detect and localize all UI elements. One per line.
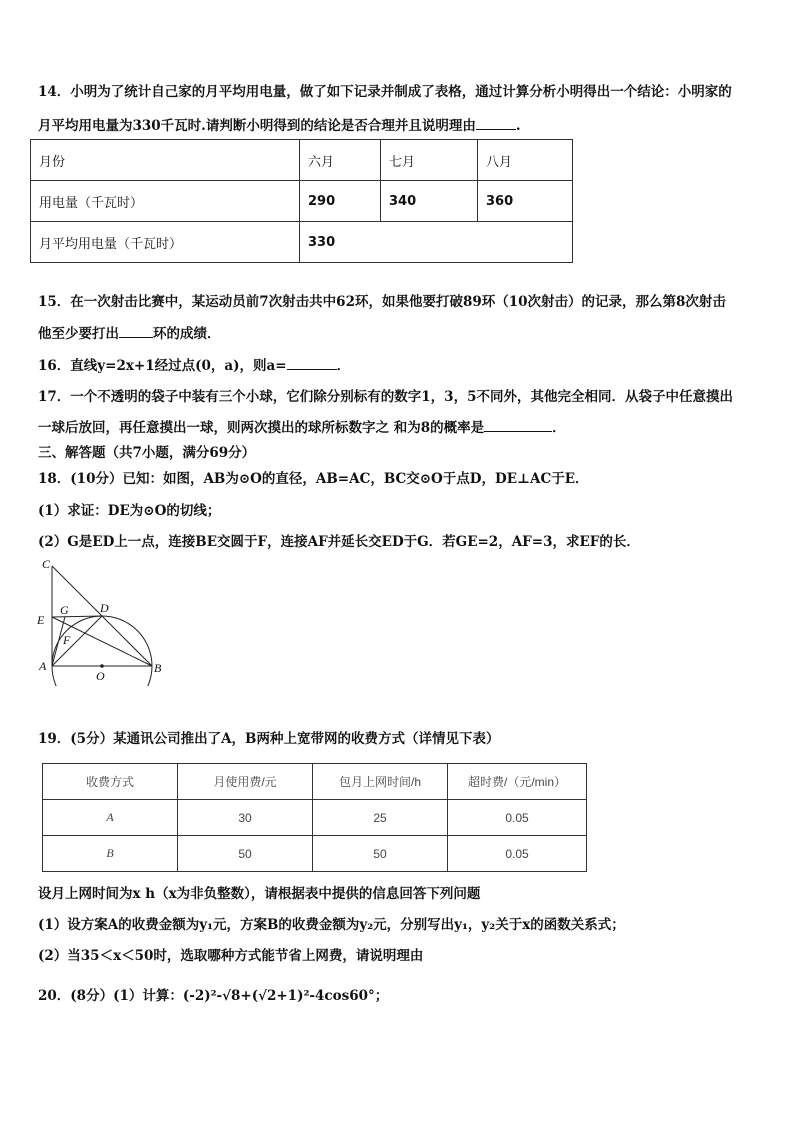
q16-text: 16．直线y=2x+1经过点(0，a)，则a= <box>38 358 287 374</box>
q14-line2 <box>38 115 521 136</box>
table-cell: 25 <box>313 800 448 836</box>
q14-line2-end: . <box>515 118 521 134</box>
table-cell: 50 <box>178 836 313 872</box>
table-header-cell: 收费方式 <box>43 764 178 800</box>
label-a: A <box>39 659 47 673</box>
q19-line2: 设月上网时间为x h（x为非负整数），请根据表中提供的信息回答下列问题 <box>38 886 481 902</box>
table-row <box>43 764 587 800</box>
q18-line1: 18．(10分）已知：如图，AB为⊙O的直径，AB=AC，BC交⊙O于点D，DE⊥AC于E． <box>38 471 589 487</box>
label-f: F <box>63 633 71 647</box>
label-e: E <box>37 613 45 627</box>
table-cell: 360 <box>478 181 573 222</box>
table-cell: 月平均用电量（千瓦时） <box>31 222 300 263</box>
table-cell: 50 <box>313 836 448 872</box>
q20-line1: 20．(8分）(1）计算：(-2)²-√8+(√2+1)²-4cos60°； <box>38 988 389 1004</box>
table-cell: 月份 <box>31 140 300 181</box>
answer-blank <box>484 417 552 432</box>
table-cell: 八月 <box>478 140 573 181</box>
q16-end: ． <box>336 358 351 374</box>
table-row <box>43 836 587 872</box>
label-c: C <box>42 557 51 571</box>
q15-line2a: 他至少要打出 <box>38 326 119 342</box>
q14-line1: 14．小明为了统计自己家的月平均用电量，做了如下记录并制成了表格，通过计算分析小明得出一个结论：小明家的 <box>38 84 732 100</box>
table-cell: 340 <box>381 181 478 222</box>
q19-line4: (2）当35＜x＜50时，选取哪种方式能节省上网费，请说明理由 <box>38 948 424 964</box>
q19-line3: (1）设方案A的收费金额为y₁元，方案B的收费金额为y₂元，分别写出y₁，y₂关于x的函数关系式； <box>38 917 625 933</box>
q18-line2: (1）求证：DE为⊙O的切线； <box>38 503 221 519</box>
q17-line2b: ． <box>552 420 566 436</box>
table-cell: 0.05 <box>448 800 587 836</box>
table-row <box>31 140 573 181</box>
q17-line1: 17．一个不透明的袋子中装有三个小球，它们除分别标有的数字1，3，5不同外，其他完全相同．从袋子中任意摸出 <box>38 389 733 405</box>
table-cell: 30 <box>178 800 313 836</box>
segment-ad <box>52 616 102 666</box>
table-row <box>31 181 573 222</box>
table-cell: A <box>43 800 178 836</box>
answer-blank <box>119 323 153 338</box>
table-cell: 0.05 <box>448 836 587 872</box>
table-header-cell: 包月上网时间/h <box>313 764 448 800</box>
label-o: O <box>96 669 105 683</box>
q15-line2b: 环的成绩． <box>153 326 221 342</box>
fee-table <box>42 763 587 872</box>
q19-line1: 19．(5分）某通讯公司推出了A，B两种上宽带网的收费方式（详情见下表） <box>38 731 500 747</box>
answer-blank <box>287 355 337 370</box>
q15-line1: 15．在一次射击比赛中，某运动员前7次射击共中62环，如果他要打破89环（10次射击）的记录，那么第8次射击 <box>38 294 726 310</box>
label-d: D <box>100 601 109 615</box>
q18-line3: (2）G是ED上一点，连接BE交圆于F，连接AF并延长交ED于G．若GE=2，AF=3，求EF的长． <box>38 534 640 550</box>
q15-line2 <box>38 323 221 344</box>
q16-line <box>38 355 350 376</box>
q17-line2a: 一球后放回，再任意摸出一球，则两次摸出的球所标数字之 和为8的概率是 <box>38 420 485 436</box>
label-b: B <box>154 661 162 675</box>
table-cell: 290 <box>300 181 381 222</box>
table-row <box>43 800 587 836</box>
electricity-table <box>30 139 573 263</box>
table-row <box>31 222 573 263</box>
table-cell: B <box>43 836 178 872</box>
label-g: G <box>60 603 69 617</box>
q14-line2-text: 月平均用电量为330千瓦时.请判断小明得到的结论是否合理并且说明理由 <box>38 118 476 134</box>
answer-blank <box>476 115 516 130</box>
table-cell: 六月 <box>300 140 381 181</box>
table-cell: 用电量（千瓦时） <box>31 181 300 222</box>
geometry-figure <box>36 556 176 686</box>
q17-line2 <box>38 417 566 438</box>
table-cell: 330 <box>300 222 573 263</box>
table-header-cell: 超时费/（元/min） <box>448 764 587 800</box>
table-cell: 七月 <box>381 140 478 181</box>
table-header-cell: 月使用费/元 <box>178 764 313 800</box>
section-heading: 三、解答题（共7小题，满分69分） <box>38 445 256 461</box>
center-point <box>100 664 104 668</box>
